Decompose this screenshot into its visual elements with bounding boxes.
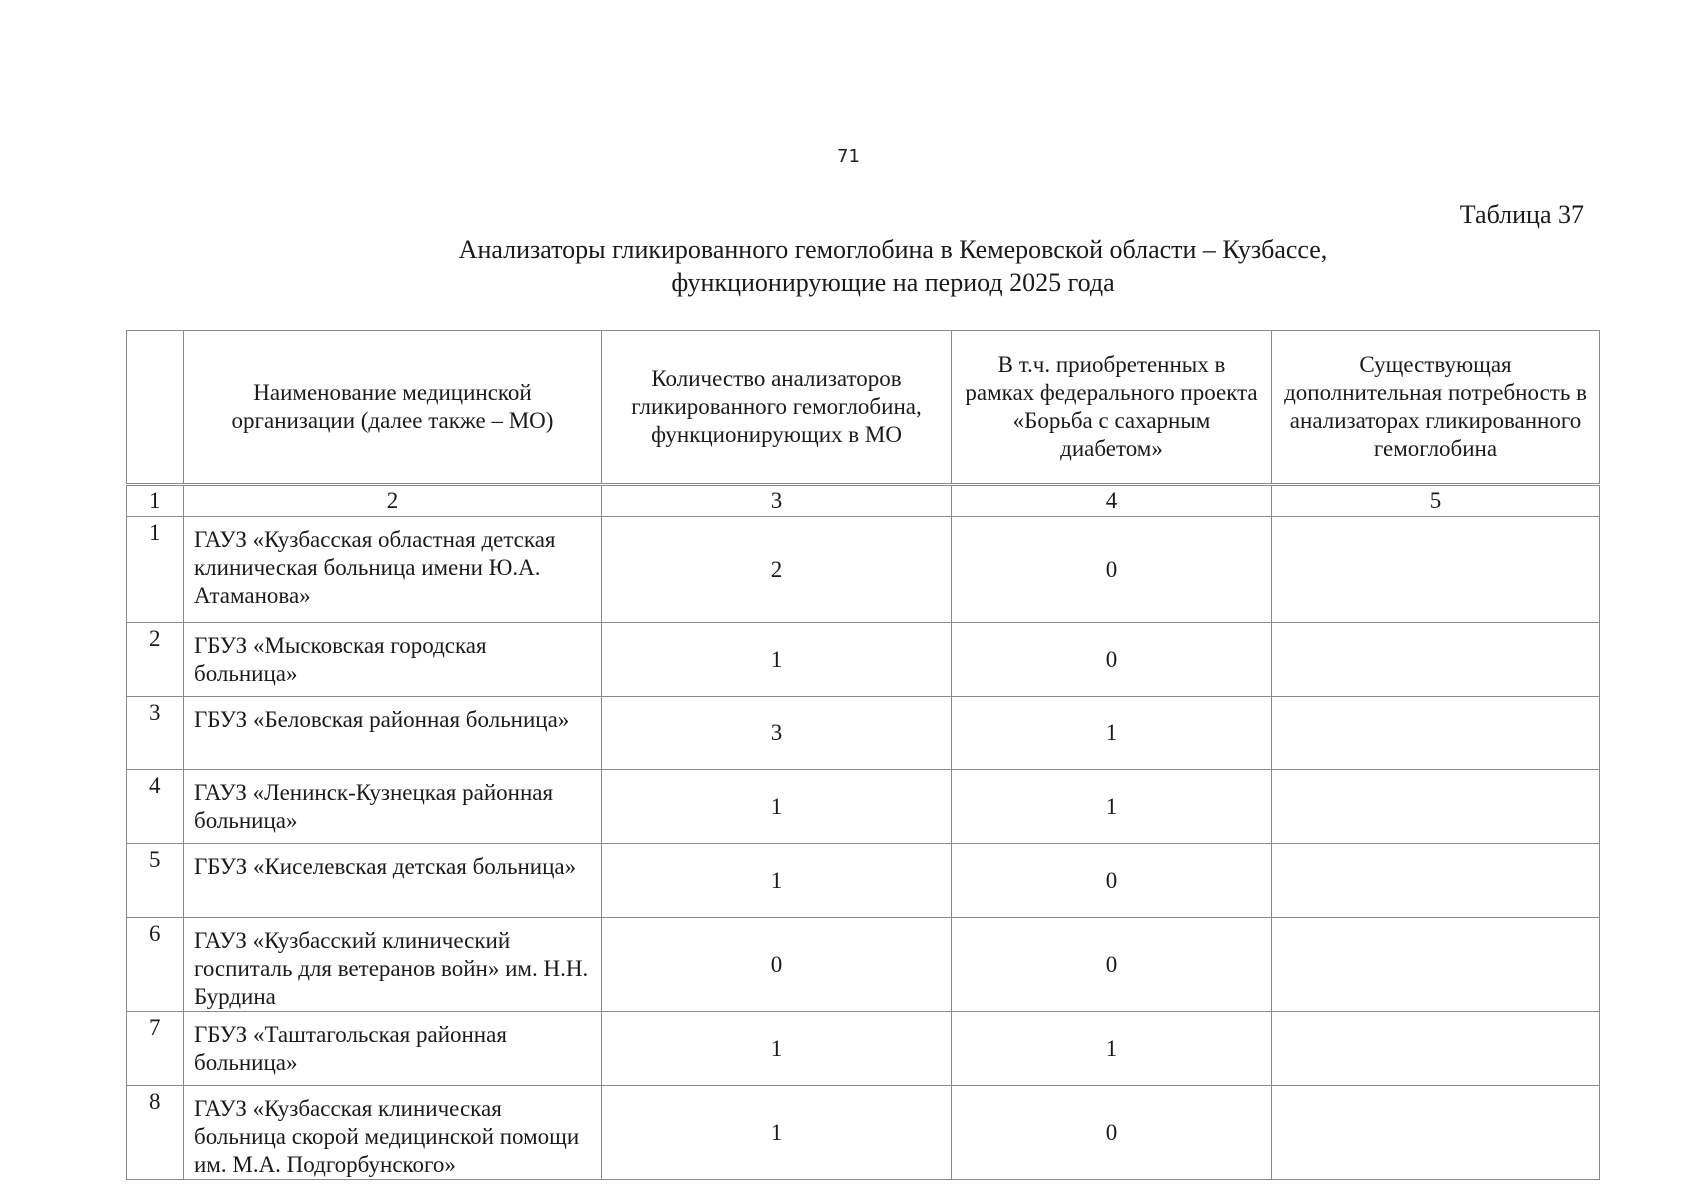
- analyzer-count: 1: [602, 844, 952, 918]
- analyzer-count: 3: [602, 697, 952, 770]
- column-number: 1: [127, 485, 184, 517]
- federal-count: 1: [952, 1012, 1272, 1086]
- table-row: [127, 770, 1600, 844]
- organization-name: ГБУЗ «Таштагольская районная больница»: [184, 1012, 602, 1086]
- federal-count: 0: [952, 918, 1272, 1012]
- table-title-line-2: функционирующие на период 2025 года: [671, 268, 1115, 297]
- row-number: 2: [127, 623, 184, 697]
- header-number: [127, 331, 184, 485]
- federal-count: 0: [952, 1086, 1272, 1180]
- table-number: Таблица 37: [1459, 200, 1584, 229]
- header-additional-need: Существующая дополнительная потребность в анализаторах гликированного гемоглобина: [1272, 331, 1600, 485]
- organization-name: ГАУЗ «Кузбасская клиническая больница скорой медицинской помощи им. М.А. Подгорбунского»: [184, 1086, 602, 1180]
- table-row: [127, 517, 1600, 623]
- additional-need: [1272, 1086, 1600, 1180]
- analyzer-count: 2: [602, 517, 952, 623]
- row-number: 5: [127, 844, 184, 918]
- analyzer-count: 1: [602, 623, 952, 697]
- federal-count: 0: [952, 623, 1272, 697]
- row-number: 1: [127, 517, 184, 623]
- column-number: 3: [602, 485, 952, 517]
- analyzer-count: 1: [602, 770, 952, 844]
- column-number: 2: [184, 485, 602, 517]
- table-row: [127, 1012, 1600, 1086]
- federal-count: 0: [952, 844, 1272, 918]
- organization-name: ГБУЗ «Беловская районная больница»: [184, 697, 602, 770]
- analyzer-count: 1: [602, 1086, 952, 1180]
- federal-count: 1: [952, 770, 1272, 844]
- column-number: 5: [1272, 485, 1600, 517]
- table-row: [127, 697, 1600, 770]
- table-header-row: [127, 331, 1600, 485]
- analyzer-count: 0: [602, 918, 952, 1012]
- analyzers-table: [126, 330, 1600, 1180]
- page-number: 71: [837, 146, 860, 167]
- federal-count: 1: [952, 697, 1272, 770]
- organization-name: ГАУЗ «Ленинск-Кузнецкая районная больница»: [184, 770, 602, 844]
- additional-need: [1272, 517, 1600, 623]
- federal-count: 0: [952, 517, 1272, 623]
- header-analyzer-count: Количество анализаторов гликированного гемоглобина, функционирующих в МО: [602, 331, 952, 485]
- header-federal-project: В т.ч. приобретенных в рамках федерального проекта «Борьба с сахарным диабетом»: [952, 331, 1272, 485]
- row-number: 7: [127, 1012, 184, 1086]
- header-organization: Наименование медицинской организации (далее также – МО): [184, 331, 602, 485]
- organization-name: ГАУЗ «Кузбасская областная детская клиническая больница имени Ю.А. Атаманова»: [184, 517, 602, 623]
- organization-name: ГБУЗ «Мысковская городская больница»: [184, 623, 602, 697]
- table-title: [352, 233, 1434, 299]
- column-numbers-row: [127, 485, 1600, 517]
- additional-need: [1272, 623, 1600, 697]
- additional-need: [1272, 697, 1600, 770]
- organization-name: ГБУЗ «Киселевская детская больница»: [184, 844, 602, 918]
- additional-need: [1272, 844, 1600, 918]
- table-title-line-1: Анализаторы гликированного гемоглобина в Кемеровской области – Кузбассе,: [458, 235, 1328, 264]
- table-row: [127, 844, 1600, 918]
- row-number: 3: [127, 697, 184, 770]
- additional-need: [1272, 1012, 1600, 1086]
- column-number: 4: [952, 485, 1272, 517]
- row-number: 4: [127, 770, 184, 844]
- table-row: [127, 918, 1600, 1012]
- additional-need: [1272, 770, 1600, 844]
- additional-need: [1272, 918, 1600, 1012]
- organization-name: ГАУЗ «Кузбасский клинический госпиталь для ветеранов войн» им. Н.Н. Бурдина: [184, 918, 602, 1012]
- table-row: [127, 623, 1600, 697]
- row-number: 6: [127, 918, 184, 1012]
- analyzer-count: 1: [602, 1012, 952, 1086]
- row-number: 8: [127, 1086, 184, 1180]
- table-row: [127, 1086, 1600, 1180]
